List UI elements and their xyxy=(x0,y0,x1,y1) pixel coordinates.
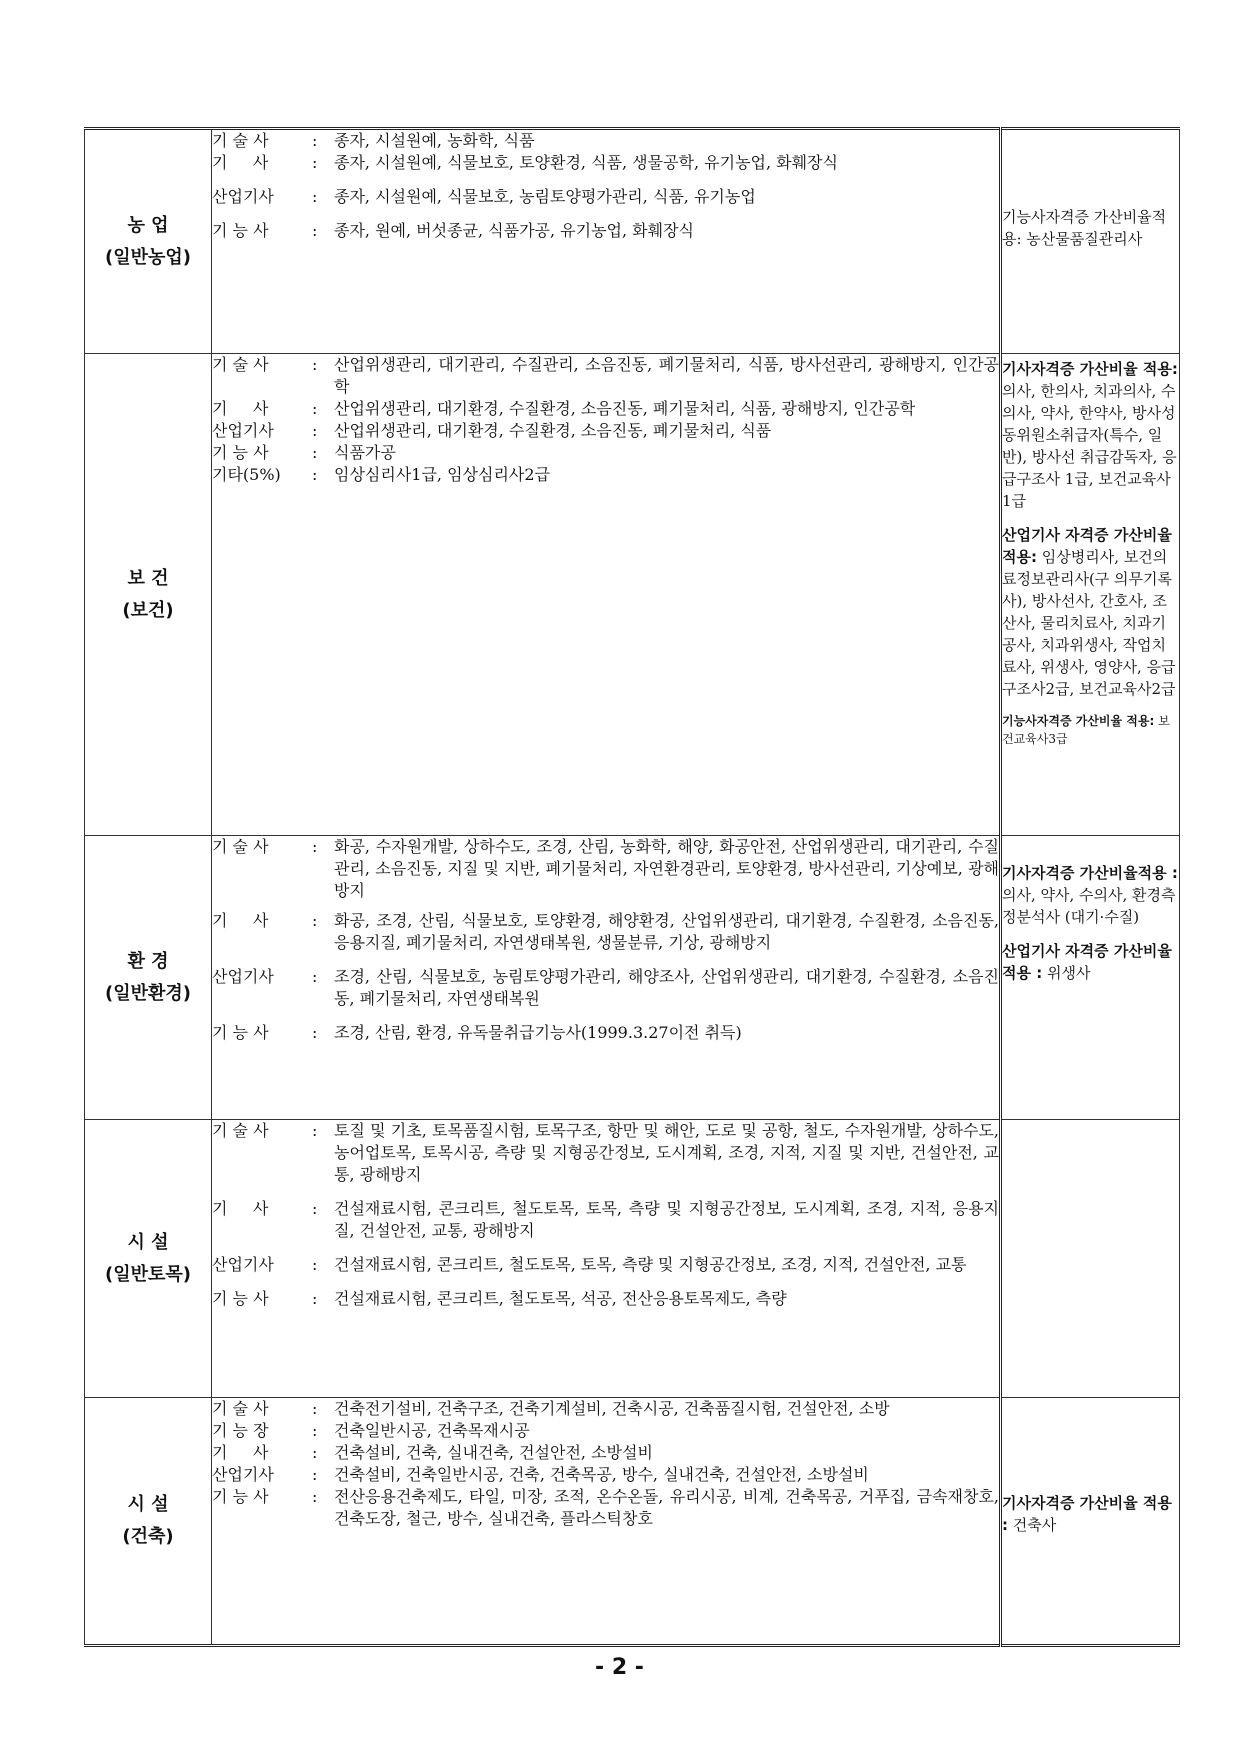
section-row xyxy=(85,1120,1180,1398)
note-block xyxy=(1002,862,1179,928)
section-row xyxy=(85,129,1180,354)
qualification-row xyxy=(212,966,999,1010)
qualification-level: 기 사 xyxy=(212,1199,269,1218)
qualification-cell xyxy=(212,129,1001,354)
category-cell xyxy=(85,1398,212,1646)
qualification-items: 건설재료시험, 콘크리트, 철도토목, 토목, 측량 및 지형공간정보, 조경, 지적, 건설안전, 교통 xyxy=(334,1255,967,1274)
section-row xyxy=(85,836,1180,1120)
separator: : xyxy=(312,1399,318,1418)
section-row xyxy=(85,1398,1180,1646)
qualification-level: 기 능 사 xyxy=(212,1289,269,1308)
qualification-level: 기 능 사 xyxy=(212,443,269,462)
separator: : xyxy=(312,131,318,150)
qualification-row xyxy=(212,1254,999,1276)
note-cell xyxy=(1001,354,1180,836)
separator: : xyxy=(312,1443,318,1462)
qualification-level: 기 술 사 xyxy=(212,131,269,150)
qualification-row xyxy=(212,420,999,442)
qualification-items: 조경, 산림, 환경, 유독물취급기능사(1999.3.27이전 취득) xyxy=(334,1023,742,1042)
qualification-items: 산업위생관리, 대기환경, 수질환경, 소음진동, 폐기물처리, 식품, 광해방지, 인간공학 xyxy=(334,399,916,418)
note-heading: 기사자격증 가산비율 적용 : xyxy=(1002,1494,1172,1534)
qualification-items: 산업위생관리, 대기환경, 수질환경, 소음진동, 폐기물처리, 식품 xyxy=(334,421,772,440)
note-cell xyxy=(1001,1398,1180,1646)
category-cell xyxy=(85,836,212,1120)
qualification-row xyxy=(212,1420,999,1442)
separator: : xyxy=(312,837,318,856)
note-text: 의사, 한의사, 치과의사, 수의사, 약사, 한약사, 방사성동위원소취급자(특수, 일반), 방사선 취급감독자, 응급구조사 1급, 보건교육사 1급 xyxy=(1002,382,1177,510)
qualification-items: 건설재료시험, 콘크리트, 철도토목, 석공, 전산응용토목제도, 측량 xyxy=(334,1289,787,1308)
qualification-row xyxy=(212,464,999,486)
qualification-row xyxy=(212,1398,999,1420)
page-number: - 2 - xyxy=(595,1655,644,1680)
category-sub: (일반토목) xyxy=(104,1263,191,1285)
qualification-row xyxy=(212,1288,999,1310)
category-name: 농 업 xyxy=(127,214,169,236)
note-cell xyxy=(1001,836,1180,1120)
qualification-table xyxy=(84,127,1180,1647)
qualification-items: 건축설비, 건축일반시공, 건축, 건축목공, 방수, 실내건축, 건설안전, 소방설비 xyxy=(334,1465,869,1484)
separator: : xyxy=(312,1421,318,1440)
qualification-level: 산업기사 xyxy=(212,421,274,440)
category-cell xyxy=(85,129,212,354)
qualification-row xyxy=(212,1464,999,1486)
separator: : xyxy=(312,187,318,206)
qualification-row xyxy=(212,186,999,208)
qualification-items: 건설재료시험, 콘크리트, 철도토목, 토목, 측량 및 지형공간정보, 도시계획, 조경, 지적, 응용지질, 건설안전, 교통, 광해방지 xyxy=(334,1199,999,1240)
qualification-row xyxy=(212,1486,999,1530)
qualification-items: 건축설비, 건축, 실내건축, 건설안전, 소방설비 xyxy=(334,1443,653,1462)
qualification-level: 산업기사 xyxy=(212,187,274,206)
qualification-row xyxy=(212,152,999,174)
qualification-items: 종자, 시설원예, 식물보호, 토양환경, 식품, 생물공학, 유기농업, 화훼장식 xyxy=(334,153,838,172)
note-cell xyxy=(1001,129,1180,354)
note-heading: 기사자격증 가산비율적용 : xyxy=(1002,864,1178,882)
qualification-items: 산업위생관리, 대기관리, 수질관리, 소음진동, 폐기물처리, 식품, 방사선관리, 광해방지, 인간공학 xyxy=(334,355,999,396)
category-name: 시 설 xyxy=(127,1494,169,1515)
note-heading: 산업기사 자격증 가산비율 적용 : xyxy=(1002,942,1172,982)
note-block xyxy=(1002,206,1179,250)
category-name: 시 설 xyxy=(127,1231,169,1253)
qualification-row xyxy=(212,220,999,242)
separator: : xyxy=(312,1199,318,1218)
qualification-items: 건축일반시공, 건축목재시공 xyxy=(334,1421,530,1440)
separator: : xyxy=(312,465,318,484)
qualification-level: 기 사 xyxy=(212,399,269,418)
qualification-items: 토질 및 기초, 토목품질시험, 토목구조, 항만 및 해안, 도로 및 공항, 철도, 수자원개발, 상하수도, 농어업토목, 토목시공, 측량 및 지형공간정보, 도시계획, 조경, 지적, 지질 및 지반, 건설안전, 교통, 광해방지 xyxy=(334,1121,999,1184)
qualification-items: 식품가공 xyxy=(334,443,396,462)
qualification-items: 화공, 조경, 산림, 식물보호, 토양환경, 해양환경, 산업위생관리, 대기환경, 수질환경, 소음진동, 응용지질, 폐기물처리, 자연생태복원, 생물분류, 기상, 광해방지 xyxy=(334,911,999,952)
qualification-items: 임상심리사1급, 임상심리사2급 xyxy=(334,465,551,484)
qualification-row xyxy=(212,836,999,902)
category-name: 보 건 xyxy=(127,567,169,589)
separator: : xyxy=(312,421,318,440)
qualification-level: 기 사 xyxy=(212,1443,269,1462)
separator: : xyxy=(312,443,318,462)
qualification-items: 종자, 시설원예, 농화학, 식품 xyxy=(334,131,535,150)
qualification-level: 기타(5%) xyxy=(212,465,281,484)
qualification-level: 기 술 사 xyxy=(212,1399,269,1418)
separator: : xyxy=(312,1121,318,1140)
note-text: 위생사 xyxy=(1046,964,1091,982)
qualification-level: 기 술 사 xyxy=(212,1121,269,1140)
separator: : xyxy=(312,399,318,418)
qualification-items: 화공, 수자원개발, 상하수도, 조경, 산림, 농화학, 해양, 화공안전, 산업위생관리, 대기관리, 수질관리, 소음진동, 지질 및 지반, 폐기물처리, 자연환경관리, 토양환경, 방사선관리, 기상예보, 광해방지 xyxy=(334,837,999,900)
note-text: 임상병리사, 보건의료정보관리사(구 의무기록사), 방사선사, 간호사, 조산사, 물리치료사, 치과기공사, 치과위생사, 작업치료사, 위생사, 영양사, 응급구조사2급, 보건교육사2급 xyxy=(1002,548,1176,698)
qualification-level: 산업기사 xyxy=(212,1465,274,1484)
qualification-row xyxy=(212,1022,999,1044)
qualification-row xyxy=(212,1198,999,1242)
qualification-level: 기 사 xyxy=(212,911,269,930)
qualification-cell xyxy=(212,354,1001,836)
separator: : xyxy=(312,967,318,986)
category-name: 환 경 xyxy=(127,950,169,972)
note-block xyxy=(1002,524,1179,700)
qualification-row xyxy=(212,130,999,152)
qualification-level: 기 술 사 xyxy=(212,355,269,374)
qualification-row xyxy=(212,1120,999,1186)
note-block xyxy=(1002,358,1179,512)
qualification-row xyxy=(212,354,999,398)
separator: : xyxy=(312,1487,318,1506)
note-text: 의사, 약사, 수의사, 환경측정분석사 (대기·수질) xyxy=(1002,886,1176,926)
qualification-row xyxy=(212,1442,999,1464)
qualification-level: 산업기사 xyxy=(212,967,274,986)
qualification-level: 산업기사 xyxy=(212,1255,274,1274)
separator: : xyxy=(312,911,318,930)
separator: : xyxy=(312,221,318,240)
separator: : xyxy=(312,1289,318,1308)
category-sub: (일반환경) xyxy=(104,982,191,1004)
note-heading: 기능사자격증 가산비율 적용: xyxy=(1002,714,1155,728)
category-sub: (일반농업) xyxy=(104,246,191,268)
qualification-level: 기 능 사 xyxy=(212,221,269,240)
qualification-items: 전산응용건축제도, 타일, 미장, 조적, 온수온돌, 유리시공, 비계, 건축목공, 거푸집, 금속재창호, 건축도장, 철근, 방수, 실내건축, 플라스틱창호 xyxy=(334,1487,999,1528)
note-block xyxy=(1002,712,1179,748)
qualification-items: 종자, 시설원예, 식물보호, 농림토양평가관리, 식품, 유기농업 xyxy=(334,187,756,206)
qualification-level: 기 능 장 xyxy=(212,1421,269,1440)
note-text: 건축사 xyxy=(1012,1516,1057,1534)
separator: : xyxy=(312,355,318,374)
note-block xyxy=(1002,940,1179,984)
category-sub: (건축) xyxy=(122,1526,174,1547)
qualification-row xyxy=(212,398,999,420)
qualification-items: 건축전기설비, 건축구조, 건축기계설비, 건축시공, 건축품질시험, 건설안전, 소방 xyxy=(334,1399,890,1418)
note-heading: 산업기사 자격증 가산비율 적용: xyxy=(1002,526,1172,566)
note-cell xyxy=(1001,1120,1180,1398)
category-cell xyxy=(85,354,212,836)
qualification-cell xyxy=(212,836,1001,1120)
separator: : xyxy=(312,1465,318,1484)
qualification-level: 기 능 사 xyxy=(212,1023,269,1042)
category-cell xyxy=(85,1120,212,1398)
note-text: 기능사자격증 가산비율적용: 농산물품질관리사 xyxy=(1002,208,1167,248)
separator: : xyxy=(312,1023,318,1042)
note-block xyxy=(1002,1492,1179,1536)
category-sub: (보건) xyxy=(122,599,174,621)
qualification-row xyxy=(212,910,999,954)
qualification-level: 기 능 사 xyxy=(212,1487,269,1506)
qualification-row xyxy=(212,442,999,464)
separator: : xyxy=(312,153,318,172)
qualification-cell xyxy=(212,1120,1001,1398)
qualification-cell xyxy=(212,1398,1001,1646)
qualification-level: 기 사 xyxy=(212,153,269,172)
separator: : xyxy=(312,1255,318,1274)
qualification-items: 조경, 산림, 식물보호, 농림토양평가관리, 해양조사, 산업위생관리, 대기환경, 수질환경, 소음진동, 폐기물처리, 자연생태복원 xyxy=(334,967,999,1008)
qualification-level: 기 술 사 xyxy=(212,837,269,856)
note-heading: 기사자격증 가산비율 적용: xyxy=(1002,360,1178,378)
section-row xyxy=(85,354,1180,836)
qualification-items: 종자, 원예, 버섯종균, 식품가공, 유기농업, 화훼장식 xyxy=(334,221,694,240)
note-text: 보건교육사3급 xyxy=(1002,714,1170,746)
